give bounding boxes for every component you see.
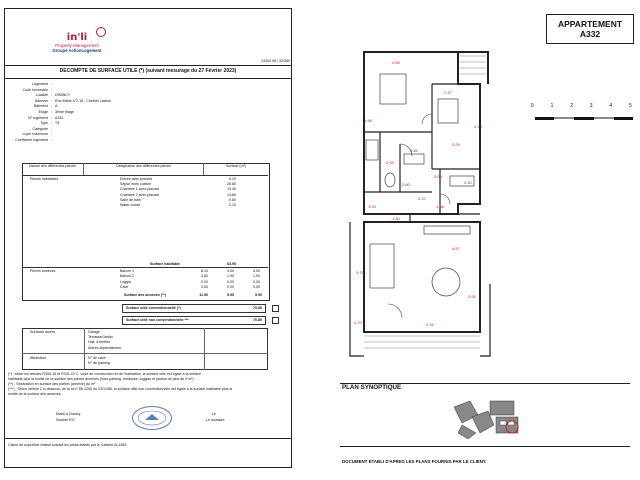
col-nature-header: Nature des différentes pièces <box>22 163 84 175</box>
info-colon: : <box>51 109 52 114</box>
info-list <box>10 82 210 144</box>
floor-plan <box>340 44 500 374</box>
dim-label-17: 1.03 <box>368 204 376 209</box>
document-ref: 13394 08 / 32/380 <box>261 59 290 63</box>
dim-label-10: 3.75 <box>356 270 364 275</box>
scale-label: 5 <box>629 103 632 109</box>
other-surface-item: Hall, à fenêtre <box>88 340 111 345</box>
info-colon: : <box>51 126 52 131</box>
dim-label-9: 1.50 <box>392 216 400 221</box>
annexe-v3: 4.00 <box>253 269 260 273</box>
apartment-badge <box>546 14 634 44</box>
habitable-value: 13.40 <box>227 187 236 192</box>
habitable-value: 6.20 <box>229 177 236 181</box>
habitable-name: Séjour avec cuisine <box>120 182 152 187</box>
habitable-rows <box>120 177 236 208</box>
footnote-line: (***) : Selon l'article 2 ci-dessous, de la loi n°86-1290 du 23/12/86, la surface utile non conventionnelle est égale à la surface habitable plus la <box>8 387 233 391</box>
info-value: A332 <box>55 115 64 120</box>
info-value: A <box>55 104 58 109</box>
logo-brand: in'li <box>66 32 88 43</box>
col-surface-header: Surface (m²) <box>226 164 246 168</box>
floor-plan-drawing <box>340 44 500 374</box>
logo-circle-icon <box>96 27 106 37</box>
habitable-label: Pièces habitables <box>30 177 59 181</box>
habitable-name: Chambre 1 avec placard <box>120 187 160 192</box>
sign-right-tenant: Le locataire <box>206 418 225 422</box>
habitable-value: 2.10 <box>229 202 236 207</box>
apartment-number: A332 <box>579 29 601 39</box>
annexe-v1: 0.00 <box>201 279 208 284</box>
info-label: Logement <box>32 82 48 86</box>
info-label: N° logement <box>28 115 48 120</box>
habitable-value: 26.80 <box>227 182 236 187</box>
annexe-v1: 3.80 <box>201 274 208 279</box>
footnote-line: (*) : selon les articles R353-16 et R331-10 C. code de construction et de l'habitation, la surface utile est égale à la surface <box>8 372 202 376</box>
sunc-label: Surface utile non conventionnelle *** <box>126 318 189 322</box>
other-surfaces-rows <box>88 330 121 351</box>
footnotes <box>8 372 290 397</box>
dim-label-7: 2.30 <box>464 180 472 185</box>
info-label: Etage <box>38 109 48 114</box>
other-surfaces-label: Surfaces autres <box>30 330 56 334</box>
annexes-total-v3: 5.90 <box>255 293 262 297</box>
dim-label-11: 4.57 <box>452 246 460 251</box>
plan-footer: DOCUMENT ETABLI D'APRES LES PLANS FOURNIS PAR LE CLIENT. <box>342 459 487 464</box>
dim-label-8: 2.03 <box>386 160 394 165</box>
annexe-v3: 0.00 <box>253 279 260 284</box>
annexe-v2: 4.00 <box>227 269 234 273</box>
annexes-rows <box>120 269 266 291</box>
page-title: DECOMPTE DE SURFACE UTILE (*) (suivant mesurage du 27 Février 2023) <box>59 68 237 74</box>
habitable-total-value: 64.90 <box>227 262 236 266</box>
annexe-name: Loggia <box>120 279 131 284</box>
annexe-v1: 0.00 <box>201 285 208 290</box>
other-surface-item: Terrasse/Jardin <box>88 335 113 340</box>
info-colon: : <box>51 132 52 137</box>
info-label: Adresse <box>34 98 48 103</box>
info-colon: : <box>51 93 52 98</box>
other-surfaces-table <box>22 328 268 370</box>
dim-label-16: 1.08 <box>436 204 444 209</box>
info-label: Loyer maximum <box>22 132 48 137</box>
attribution-item: N° de cave <box>88 356 106 360</box>
dim-label-12: 4.70 <box>354 320 362 325</box>
dim-label-4: 0.85 <box>410 148 418 153</box>
info-row <box>10 138 210 144</box>
info-label: Localité <box>35 93 48 98</box>
sunc-checkbox[interactable] <box>272 317 279 324</box>
synoptique-title: PLAN SYNOPTIQUE <box>342 384 402 391</box>
dim-label-1: 2.65 <box>392 60 400 65</box>
su-label: Surface utile conventionnelle (*) <box>126 306 181 310</box>
synoptique-plan <box>450 395 530 440</box>
dim-label-14: 1.98 <box>364 118 372 123</box>
logo-sub: Property Management <box>55 43 99 48</box>
apartment-title: APPARTEMENT <box>557 19 623 29</box>
habitable-total-label: Surface habitable <box>150 262 180 266</box>
info-value: T3 <box>55 121 60 126</box>
header-divider <box>4 65 292 66</box>
dim-label-19: 2.51 <box>468 294 476 299</box>
scale-label: 2 <box>570 103 573 109</box>
stamp-seal <box>132 406 172 430</box>
sign-left-place: Etabli à Drancy <box>56 412 81 416</box>
dim-label-5: 0.37 <box>418 196 426 201</box>
col-designation-header: Désignation des différentes pièces <box>84 163 204 175</box>
footer-note: Calcul de superficie réalisé suivant les plans établis par le Cabinet AL1583 <box>8 443 127 447</box>
dim-label-15: 2.29 <box>452 142 460 147</box>
synoptique-bottom-divider <box>340 446 630 447</box>
info-value: 3ème étage <box>55 109 74 114</box>
sign-right-date: Le <box>212 412 216 416</box>
other-surface-item: Autres dépendances <box>88 345 121 350</box>
footnote-line: habitable plus la moitié de la surface des pièces annexes (hors parking, terrasses, loggias et jardins de plus de 9 m²). <box>8 377 195 381</box>
info-label: Coefficient logement <box>15 137 48 142</box>
su-value: 70.85 <box>253 306 262 310</box>
attribution-item: N° de parking <box>88 361 110 366</box>
title-divider <box>4 78 292 79</box>
annexe-name: Balcon 1 <box>120 269 134 273</box>
attribution-rows <box>88 356 110 366</box>
info-colon: : <box>51 115 52 120</box>
info-label: Bâtiment <box>33 104 48 109</box>
sign-left-company: Société RIJ <box>56 418 75 422</box>
annexe-name: Cave <box>120 285 129 290</box>
info-value: DRANCY <box>55 93 71 98</box>
scale-label: 1 <box>550 103 554 109</box>
sunc-value: 70.80 <box>253 318 262 322</box>
info-label: Catégorie <box>32 126 48 131</box>
annexes-total-v1: 11.90 <box>199 293 208 297</box>
scale-label: 4 <box>609 103 613 109</box>
dim-label-2: 2.47 <box>444 90 452 95</box>
info-label: Type <box>40 121 48 126</box>
scale-label: 0 <box>531 103 534 109</box>
annexes-total-label: Surface des annexes (**) <box>124 293 166 297</box>
su-checkbox[interactable] <box>272 305 279 312</box>
info-colon: : <box>51 82 52 86</box>
habitable-value: 5.60 <box>229 197 236 202</box>
info-value: Rue Marie n°2-16 , Chemin Latéral <box>55 98 111 103</box>
info-label: Code Immeuble <box>22 87 48 92</box>
footnote-line: (**) : Séparation en surface des parties (annexe) du m² <box>8 382 96 386</box>
habitable-name: Chambre 2 avec placard <box>120 192 160 197</box>
habitable-row <box>120 203 236 208</box>
annexe-v2: 0.00 <box>227 285 234 290</box>
annexes-label: Pièces annexes <box>30 269 56 273</box>
dim-label-6: 2.09 <box>434 174 442 179</box>
footnote-line: moitié de la surface des annexes. <box>8 392 62 396</box>
annexe-row <box>120 285 266 290</box>
habitable-value: 13.60 <box>227 192 236 197</box>
annexe-v3: 1.90 <box>253 274 260 279</box>
logo-group: Groupe ActionLogement <box>52 48 102 53</box>
habitable-name: Entrée avec placard <box>120 177 152 181</box>
other-surface-item: Garage <box>88 330 100 334</box>
annexe-v2: 0.00 <box>227 279 234 284</box>
dim-label-18: 2.60 <box>402 182 410 187</box>
habitable-name: Salle de bain <box>120 197 141 202</box>
info-colon: : <box>51 98 52 103</box>
info-colon: : <box>51 121 52 126</box>
annexe-name: Balcon 2 <box>120 274 134 279</box>
info-colon: : <box>51 87 52 92</box>
annexe-v1: 6.10 <box>201 269 208 273</box>
annexe-v2: 1.90 <box>227 274 234 279</box>
attribution-label: Attribution <box>30 356 47 360</box>
dim-label-13: 2.34 <box>426 322 434 327</box>
scale-bar <box>534 110 634 122</box>
scale-label: 3 <box>589 103 593 109</box>
info-colon: : <box>51 137 52 142</box>
habitable-name: Water-closet <box>120 202 141 207</box>
annexes-total-v2: 5.95 <box>227 293 234 297</box>
info-colon: : <box>51 104 52 109</box>
dim-label-3: 4.73 <box>474 124 482 129</box>
annexe-v3: 0.00 <box>253 285 260 290</box>
